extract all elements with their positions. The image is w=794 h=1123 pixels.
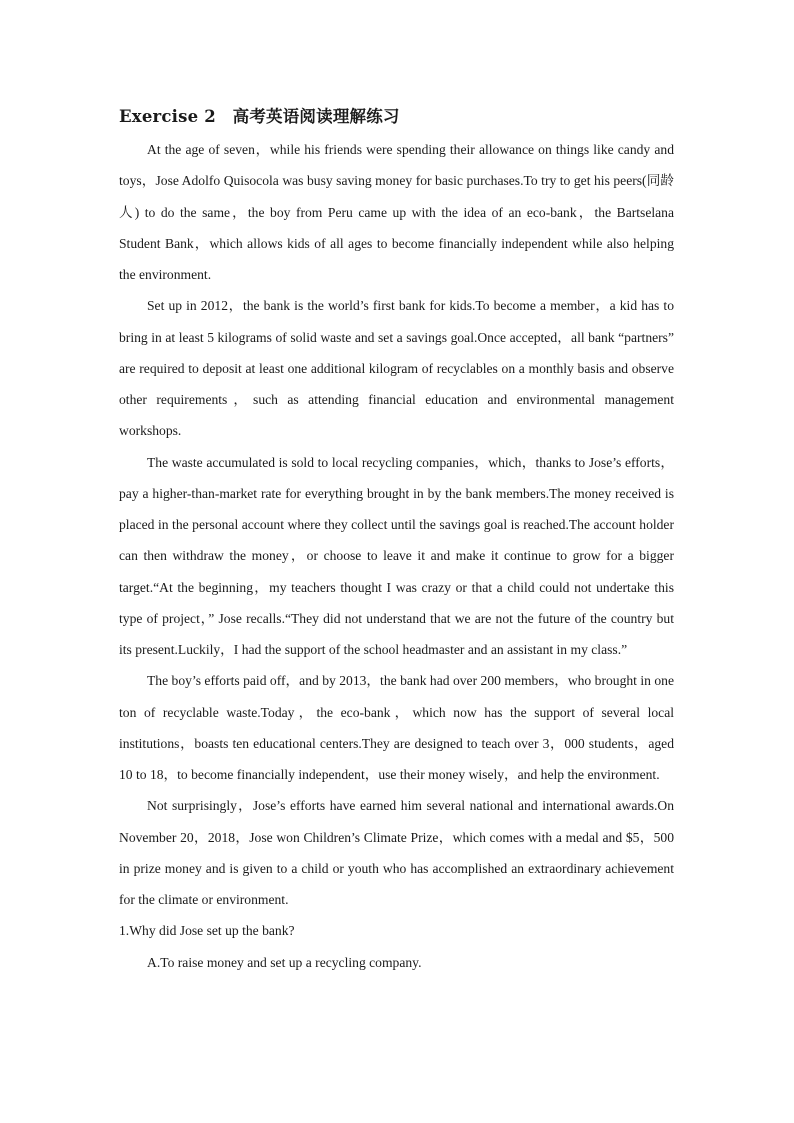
paragraph-4: The boy’s efforts paid off，and by 2013，the bank had over 200 members，who brought in one ton of recyclable waste.Today，the eco-bank，which now has the support of several local institutions，boasts ten educational centers.They are designed to teach over 3，000 students，aged 10 to 18，to become financially independent，use their money wisely，and help the environment.: [119, 673, 674, 782]
question-1: 1.Why did Jose set up the bank?: [119, 923, 295, 939]
paragraph-2: Set up in 2012，the bank is the world’s first bank for kids.To become a member，a kid has to bring in at least 5 kilograms of solid waste and set a savings goal.Once accepted，all bank “partners” are required to deposit at least one additional kilogram of recyclables on a monthly basis and observe other requirements，such as attending financial education and environmental management workshops.: [119, 298, 674, 439]
paragraph-5: Not surprisingly，Jose’s efforts have earned him several national and international awards.On November 20，2018，Jose won Children’s Climate Prize，which comes with a medal and $5，500 in prize money and is given to a child or youth who has accomplished an extraordinary achievement for the climate or environment.: [119, 798, 674, 907]
paragraph-1: At the age of seven，while his friends were spending their allowance on things like candy and toys，Jose Adolfo Quisocola was busy saving money for basic purchases.To try to get his peers(同龄人) to do the same，the boy from Peru came up with the idea of an eco-bank，the Bartselana Student Bank，which allows kids of all ages to become financially independent while also helping the environment.: [119, 142, 674, 282]
document-page: [119, 100, 674, 978]
paragraph-3: The waste accumulated is sold to local recycling companies，which，thanks to Jose’s efforts，pay a higher-than-market rate for everything brought in by the bank members.The money received is placed in the personal account where they collect until the savings goal is reached.The account holder can then withdraw the money，or choose to leave it and make it continue to grow for a bigger target.“At the beginning，my teachers thought I was crazy or that a child could not undertake this type of project，” Jose recalls.“They did not understand that we are not the future of the country but its present.Luckily，I had the support of the school headmaster and an assistant in my class.”: [119, 454, 674, 657]
question-1-option-a: A.To raise money and set up a recycling company.: [147, 954, 422, 970]
exercise-title: Exercise 2 高考英语阅读理解练习: [119, 107, 400, 126]
